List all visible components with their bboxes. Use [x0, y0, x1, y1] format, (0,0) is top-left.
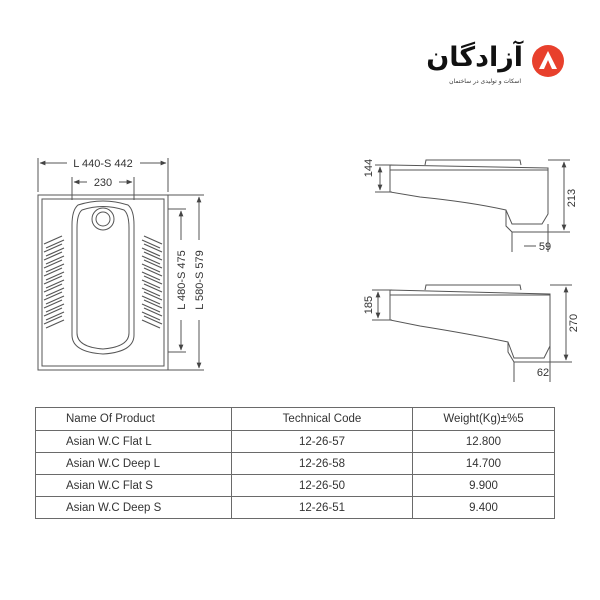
cell-name: Asian W.C Flat S: [36, 475, 232, 497]
cell-weight: 14.700: [413, 453, 555, 475]
cell-weight: 9.900: [413, 475, 555, 497]
cell-code: 12-26-51: [232, 497, 413, 519]
foot-grip-right: [142, 236, 162, 328]
table-row: [36, 453, 555, 475]
cell-name: Asian W.C Deep L: [36, 453, 232, 475]
top-outer-height-label: L 580-S 579: [194, 250, 206, 310]
cell-code: 12-26-50: [232, 475, 413, 497]
drain-hole: [92, 208, 114, 230]
table-header-row: [36, 408, 555, 431]
cell-code: 12-26-57: [232, 431, 413, 453]
cell-name: Asian W.C Deep S: [36, 497, 232, 519]
flat-back-height: 213: [566, 188, 578, 208]
foot-grip-left: [44, 236, 64, 328]
header-name: Name Of Product: [36, 408, 232, 431]
deep-step: 62: [536, 367, 550, 379]
cell-weight: 12.800: [413, 431, 555, 453]
top-inner-width-label: 230: [93, 177, 113, 189]
bowl-outline: [72, 201, 134, 354]
deep-front-height: 185: [363, 295, 375, 315]
header-code: Technical Code: [232, 408, 413, 431]
brand-tagline: اسکات و تولیدی در ساختمان: [449, 78, 521, 85]
flat-step: 59: [538, 241, 552, 253]
table-row: [36, 497, 555, 519]
brand-name: آزادگان: [426, 42, 523, 73]
flat-front-height: 144: [363, 158, 375, 178]
cell-code: 12-26-58: [232, 453, 413, 475]
cell-name: Asian W.C Flat L: [36, 431, 232, 453]
top-width-label: L 440-S 442: [73, 158, 133, 170]
table-row: [36, 475, 555, 497]
side-view-flat: [375, 160, 570, 252]
top-inner-height-label: L 480-S 475: [176, 250, 188, 310]
header-weight: Weight(Kg)±%5: [413, 408, 555, 431]
cell-weight: 9.400: [413, 497, 555, 519]
table-row: [36, 431, 555, 453]
spec-table: [35, 407, 555, 519]
deep-back-height: 270: [568, 313, 580, 333]
